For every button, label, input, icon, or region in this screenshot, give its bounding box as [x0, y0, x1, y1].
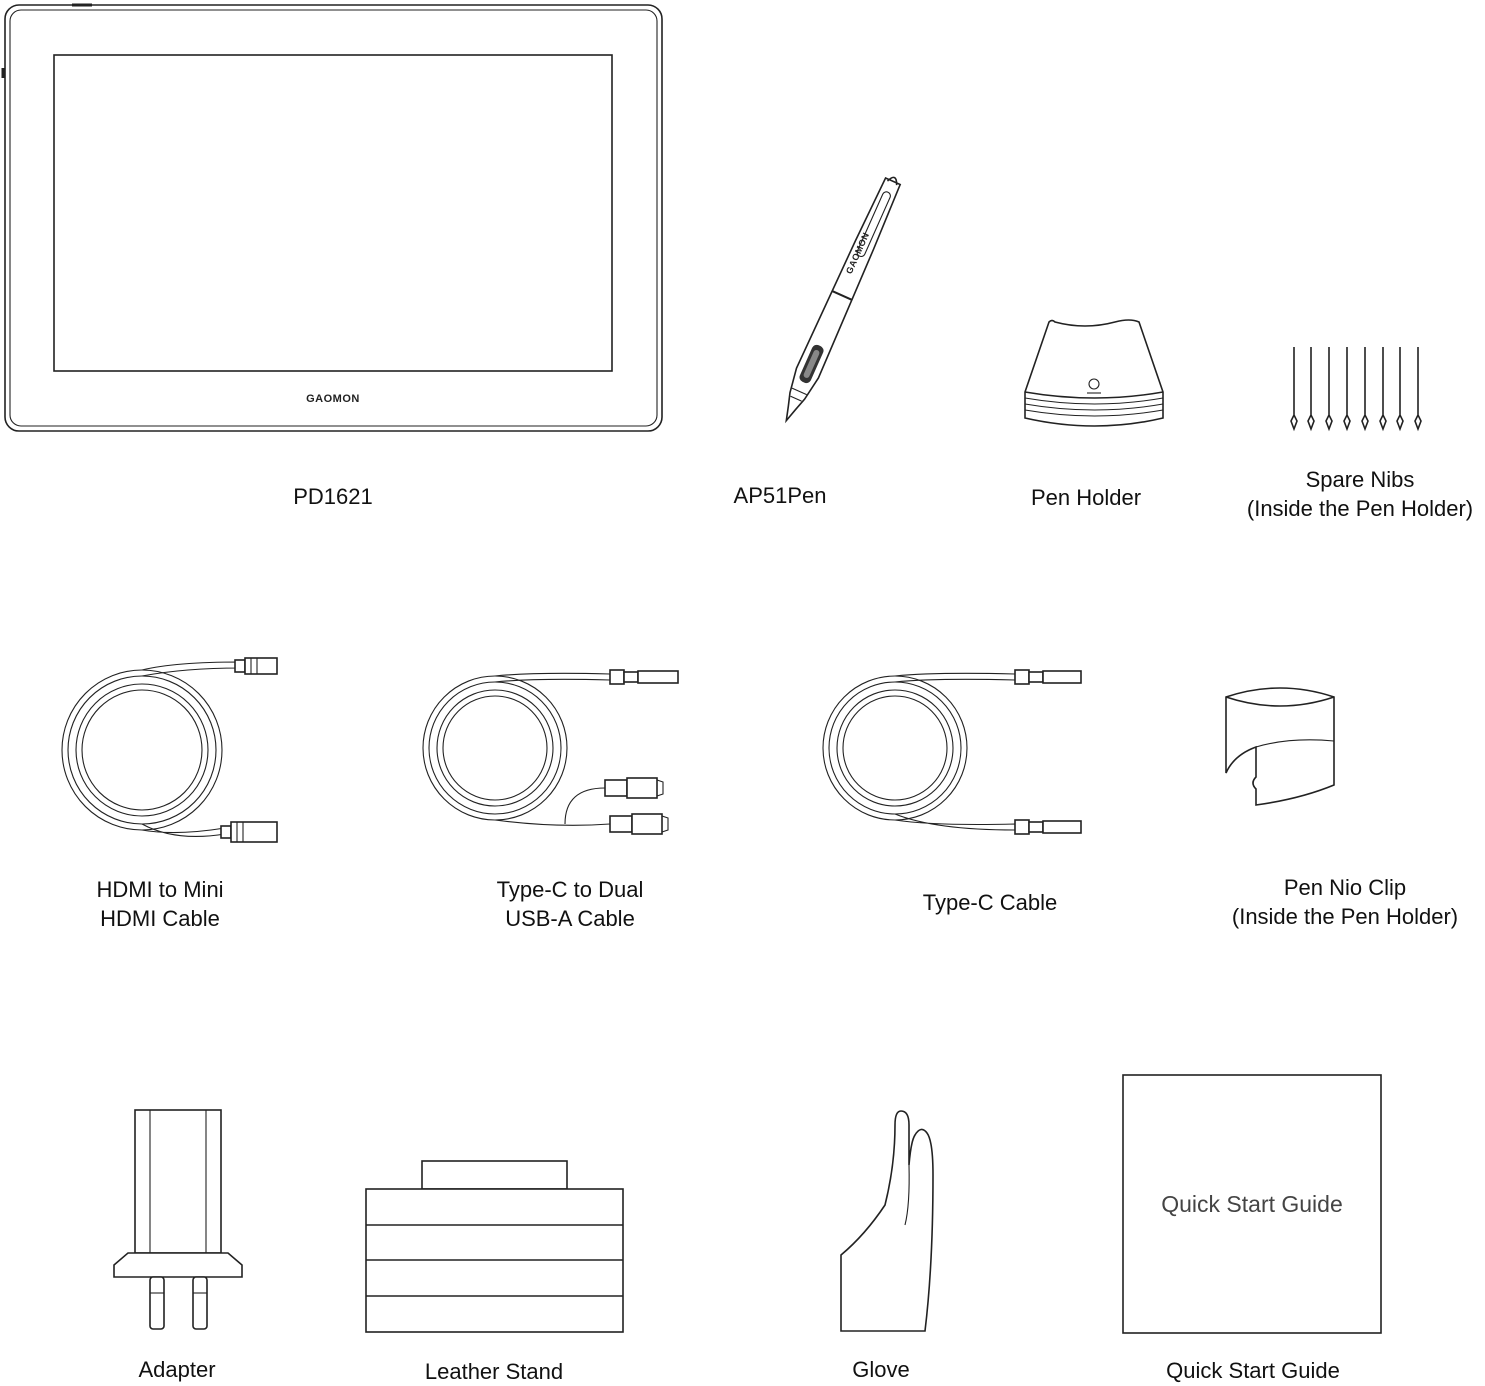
quick-start-cover-text: Quick Start Guide [1161, 1191, 1343, 1217]
pen-holder-label: Pen Holder [1030, 485, 1142, 510]
pen-brand: GAOMON [843, 230, 872, 276]
hdmi-cable-drawing [55, 650, 295, 850]
tablet-label: PD1621 [293, 484, 373, 509]
typec-cable-label: Type-C Cable [922, 890, 1058, 915]
dual-usb-cable-drawing [415, 660, 685, 840]
dual-usb-cable-label: Type-C to Dual USB-A Cable [496, 877, 644, 931]
spare-nibs-label: Spare Nibs (Inside the Pen Holder) [1246, 467, 1474, 521]
adapter-drawing [110, 1105, 250, 1335]
nib-clip-drawing [1220, 685, 1350, 815]
tablet-brand: GAOMON [306, 393, 360, 405]
glove-label: Glove [852, 1357, 910, 1382]
hdmi-cable-label: HDMI to Mini HDMI Cable [96, 877, 224, 931]
adapter-label: Adapter [138, 1357, 216, 1382]
pen-holder-drawing [1015, 310, 1175, 440]
tablet-drawing [0, 0, 670, 440]
pen-drawing [740, 160, 950, 450]
quick-start-guide-drawing [1120, 1072, 1385, 1337]
quick-start-guide-label: Quick Start Guide [1166, 1358, 1340, 1383]
glove-drawing [835, 1105, 945, 1340]
typec-cable-drawing [815, 660, 1095, 840]
spare-nibs-drawing [1286, 345, 1426, 435]
pen-label: AP51Pen [733, 483, 827, 508]
nib-clip-label: Pen Nio Clip (Inside the Pen Holder) [1231, 875, 1459, 929]
leather-stand-label: Leather Stand [424, 1359, 564, 1384]
leather-stand-drawing [360, 1155, 630, 1340]
